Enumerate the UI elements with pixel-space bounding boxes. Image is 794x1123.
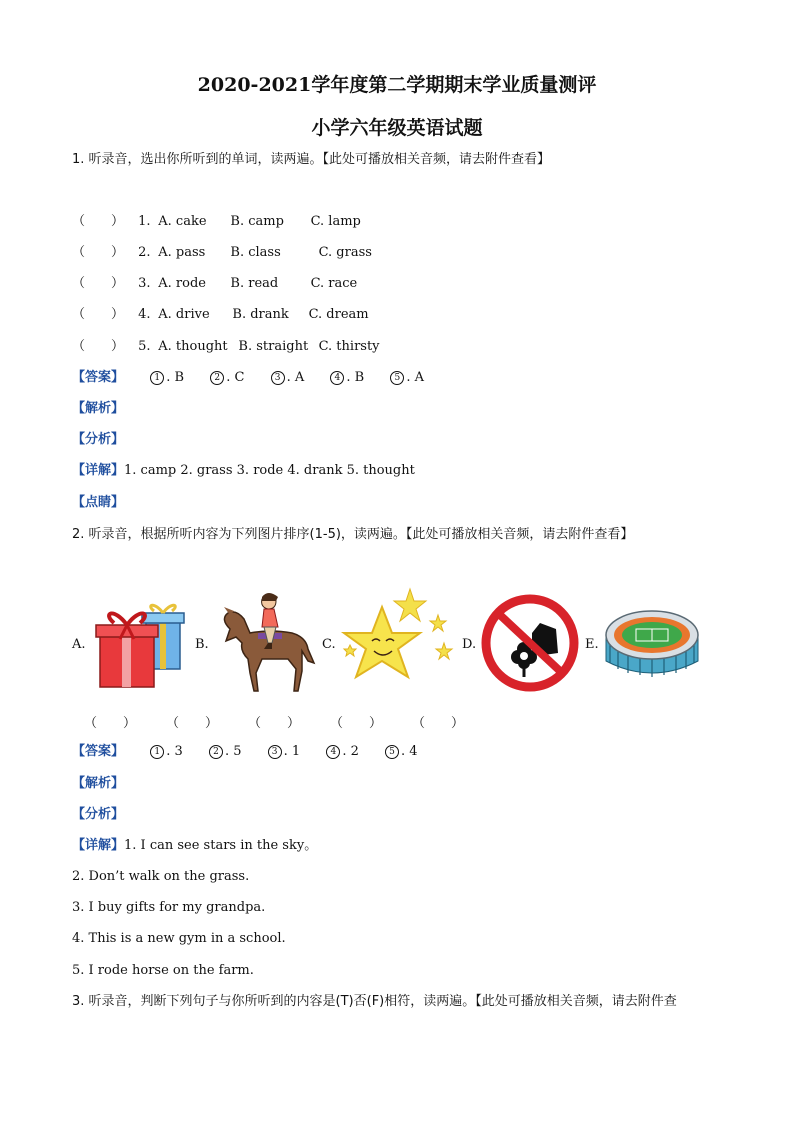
q2-picture-row <box>72 585 722 700</box>
q2-question: 2. 听录音，根据所听内容为下列图片排序(1-5)，读两遍。【此处可播放相关音频，请去附件查看】 <box>72 527 634 542</box>
q1-jiexi-label: 【解析】 <box>72 401 125 416</box>
smiling-stars-icon <box>338 587 458 697</box>
picture-label-e: E. <box>585 637 599 652</box>
q1-dianjing-label: 【点睛】 <box>72 495 125 510</box>
gift-boxes-icon <box>94 599 189 689</box>
document-title: 2020-2021学年度第二学期期末学业质量测评 <box>197 74 597 96</box>
q3-question: 3. 听录音，判断下列句子与你所听到的内容是(T)否(F)相符，读两遍。【此处可播放相关音频，请去附件查 <box>72 994 677 1009</box>
picture-label-b: B. <box>195 637 209 652</box>
q1-xiangjie: 【详解】1. camp 2. grass 3. rode 4. drank 5. thought <box>72 463 415 478</box>
q2-detail-line: 5. I rode horse on the farm. <box>72 963 254 978</box>
q1-item: （ ） 2. A. pass B. class C. grass <box>72 245 372 260</box>
stadium-icon <box>602 601 702 685</box>
q1-answer: 【答案】 1 . B 2 . C 3 . A 4 . B 5 . A <box>72 370 425 385</box>
q1-question: 1. 听录音，选出你所听到的单词，读两遍。【此处可播放相关音频，请去附件查看】 <box>72 152 551 167</box>
q1-item: （ ） 5. A. thought B. straight C. thirsty <box>72 339 380 354</box>
q2-answer-parentheses: （ ） （ ） （ ） （ ） （ ） <box>84 716 465 731</box>
q1-item: （ ） 1. A. cake B. camp C. lamp <box>72 214 361 229</box>
q2-xiangjie: 【详解】1. I can see stars in the sky。 <box>72 838 318 853</box>
q1-item: （ ） 4. A. drive B. drank C. dream <box>72 307 369 322</box>
horse-rider-icon <box>210 589 320 697</box>
q1-fenxi-label: 【分析】 <box>72 432 125 447</box>
q2-detail-line: 2. Don’t walk on the grass. <box>72 869 250 884</box>
q2-answer: 【答案】 1 . 3 2 . 5 3 . 1 4 . 2 5 . 4 <box>72 744 418 759</box>
picture-label-a: A. <box>72 637 86 652</box>
q2-jiexi-label: 【解析】 <box>72 776 125 791</box>
document-subtitle: 小学六年级英语试题 <box>311 117 483 139</box>
q2-detail-line: 3. I buy gifts for my grandpa. <box>72 900 266 915</box>
picture-label-c: C. <box>322 637 336 652</box>
q2-fenxi-label: 【分析】 <box>72 807 125 822</box>
no-stepping-on-flowers-sign-icon <box>480 593 580 693</box>
picture-label-d: D. <box>462 637 477 652</box>
q2-detail-line: 4. This is a new gym in a school. <box>72 931 286 946</box>
q1-item: （ ） 3. A. rode B. read C. race <box>72 276 358 291</box>
